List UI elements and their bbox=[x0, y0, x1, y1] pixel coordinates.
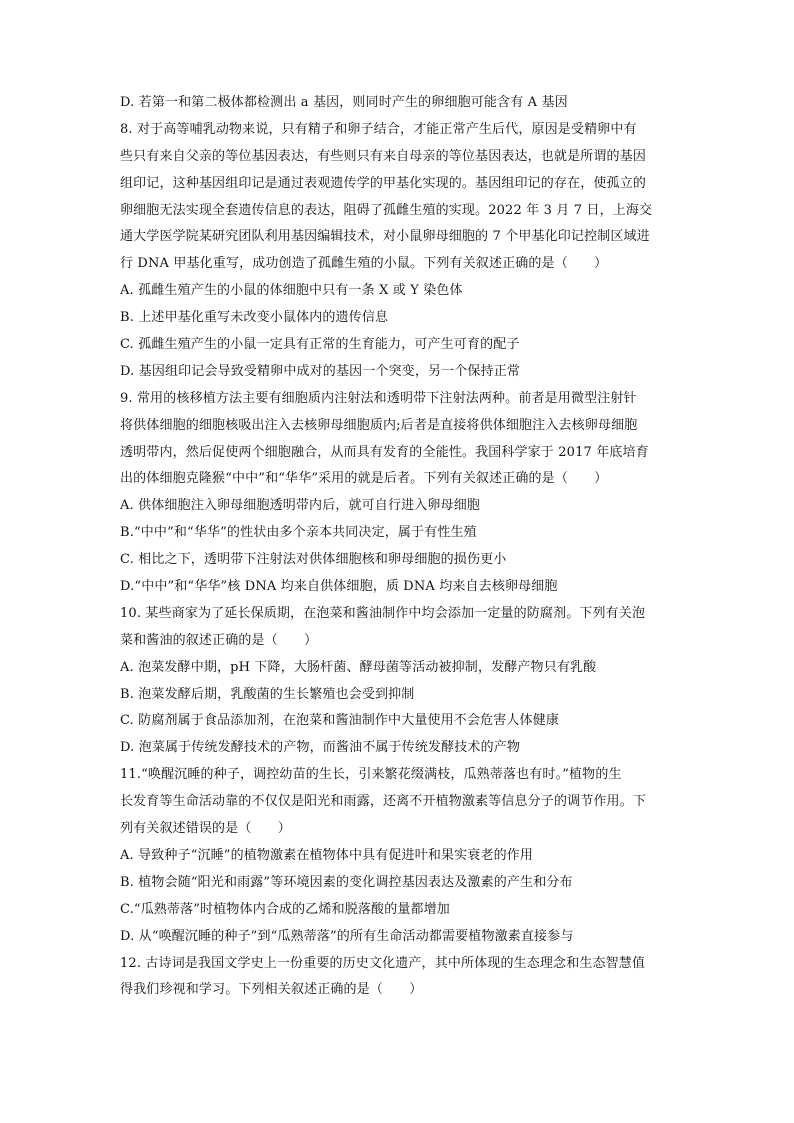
question-10-option-d: D. 泡菜属于传统发酵技术的产物，而酱油不属于传统发酵技术的产物 bbox=[120, 740, 521, 756]
option-d-line: D. 若第一和第二极体都检测出 a 基因，则同时产生的卵细胞可能含有 A 基因 bbox=[120, 95, 568, 110]
question-11-stem: 列有关叙述错误的是（ ） bbox=[120, 821, 291, 837]
question-10-option-c: C. 防腐剂属于食品添加剂，在泡菜和酱油制作中大量使用不会危害人体健康 bbox=[120, 713, 559, 729]
question-8-stem: 行 DNA 甲基化重写，成功创造了孤雌生殖的小鼠。下列有关叙述正确的是（ ） bbox=[120, 256, 608, 272]
question-12-stem: 得我们珍视和学习。下列相关叙述正确的是（ ） bbox=[120, 982, 423, 998]
question-text-block bbox=[120, 90, 675, 1004]
question-9-stem: 出的体细胞克隆猴“中中”和“华华”采用的就是后者。下列有关叙述正确的是（ ） bbox=[120, 471, 608, 487]
question-10-stem: 10. 某些商家为了延长保质期，在泡菜和酱油制作中均会添加一定量的防腐剂。下列有关泡 bbox=[120, 605, 646, 621]
question-11-option-d: D. 从“唤醒沉睡的种子”到“瓜熟蒂落”的所有生命活动都需要植物激素直接参与 bbox=[120, 928, 574, 944]
question-11-stem: 长发育等生命活动靠的不仅仅是阳光和雨露，还离不开植物激素等信息分子的调节作用。下 bbox=[120, 794, 647, 810]
question-8-option-a: A. 孤雌生殖产生的小鼠的体细胞中只有一条 X 或 Y 染色体 bbox=[120, 283, 463, 299]
question-11-option-a: A. 导致种子“沉睡”的植物激素在植物体中具有促进叶和果实衰老的作用 bbox=[120, 847, 534, 863]
question-8-option-c: C. 孤雌生殖产生的小鼠一定具有正常的生育能力，可产生可育的配子 bbox=[120, 337, 520, 353]
question-8-option-d: D. 基因组印记会导致受精卵中成对的基因一个突变，另一个保持正常 bbox=[120, 363, 521, 379]
question-9-stem: 透明带内，然后促使两个细胞融合，从而具有发育的全能性。我国科学家于 2017 年底培育 bbox=[120, 444, 649, 460]
question-10-option-a: A. 泡菜发酵中期，pH 下降，大肠杆菌、酵母菌等活动被抑制，发酵产物只有乳酸 bbox=[120, 659, 597, 675]
question-8-stem: 卵细胞无法实现全套遗传信息的表达，阻碍了孤雌生殖的实现。2022 年 3 月 7 日，上海交 bbox=[120, 202, 653, 218]
question-8-stem: 8. 对于高等哺乳动物来说，只有精子和卵子结合，才能正常产生后代，原因是受精卵中有 bbox=[120, 121, 637, 137]
question-8-stem: 通大学医学院某研究团队利用基因编辑技术，对小鼠卵母细胞的 7 个甲基化印记控制区域进 bbox=[120, 229, 650, 245]
question-9-stem: 将供体细胞的细胞核吸出注入去核卵母细胞质内;后者是直接将供体细胞注入去核卵母细胞 bbox=[120, 417, 638, 433]
question-10-stem: 菜和酱油的叙述正确的是（ ） bbox=[120, 632, 318, 648]
question-8-stem: 些只有来自父亲的等位基因表达，有些则只有来自母亲的等位基因表达，也就是所谓的基因 bbox=[120, 148, 647, 164]
question-9-stem: 9. 常用的核移植方法主要有细胞质内注射法和透明带下注射法两种。前者是用微型注射针 bbox=[120, 390, 637, 406]
question-12-stem: 12. 古诗词是我国文学史上一份重要的历史文化遗产，其中所体现的生态理念和生态智慧值 bbox=[120, 955, 646, 971]
question-9-option-c: C. 相比之下，透明带下注射法对供体细胞核和卵母细胞的损伤更小 bbox=[120, 552, 507, 568]
question-10-option-b: B. 泡菜发酵后期，乳酸菌的生长繁殖也会受到抑制 bbox=[120, 686, 415, 702]
question-11-stem: 11.“唤醒沉睡的种子，调控幼苗的生长，引来繁花缀满枝，瓜熟蒂落也有时。”植物的生 bbox=[120, 767, 622, 783]
question-9-option-b: B.“中中”和“华华”的性状由多个亲本共同决定，属于有性生殖 bbox=[120, 525, 477, 541]
question-9-option-d: D.“中中”和“华华”核 DNA 均来自供体细胞，质 DNA 均来自去核卵母细胞 bbox=[120, 579, 558, 595]
question-11-option-b: B. 植物会随“阳光和雨露”等环境因素的变化调控基因表达及激素的产生和分布 bbox=[120, 874, 573, 890]
question-8-stem: 组印记，这种基因组印记是通过表观遗传学的甲基化实现的。基因组印记的存在，使孤立的 bbox=[120, 175, 647, 191]
question-11-option-c: C.“瓜熟蒂落”时植物体内合成的乙烯和脱落酸的量都增加 bbox=[120, 901, 450, 917]
question-9-option-a: A. 供体细胞注入卵母细胞透明带内后，就可自行进入卵母细胞 bbox=[120, 498, 481, 514]
question-8-option-b: B. 上述甲基化重写未改变小鼠体内的遗传信息 bbox=[120, 310, 389, 326]
